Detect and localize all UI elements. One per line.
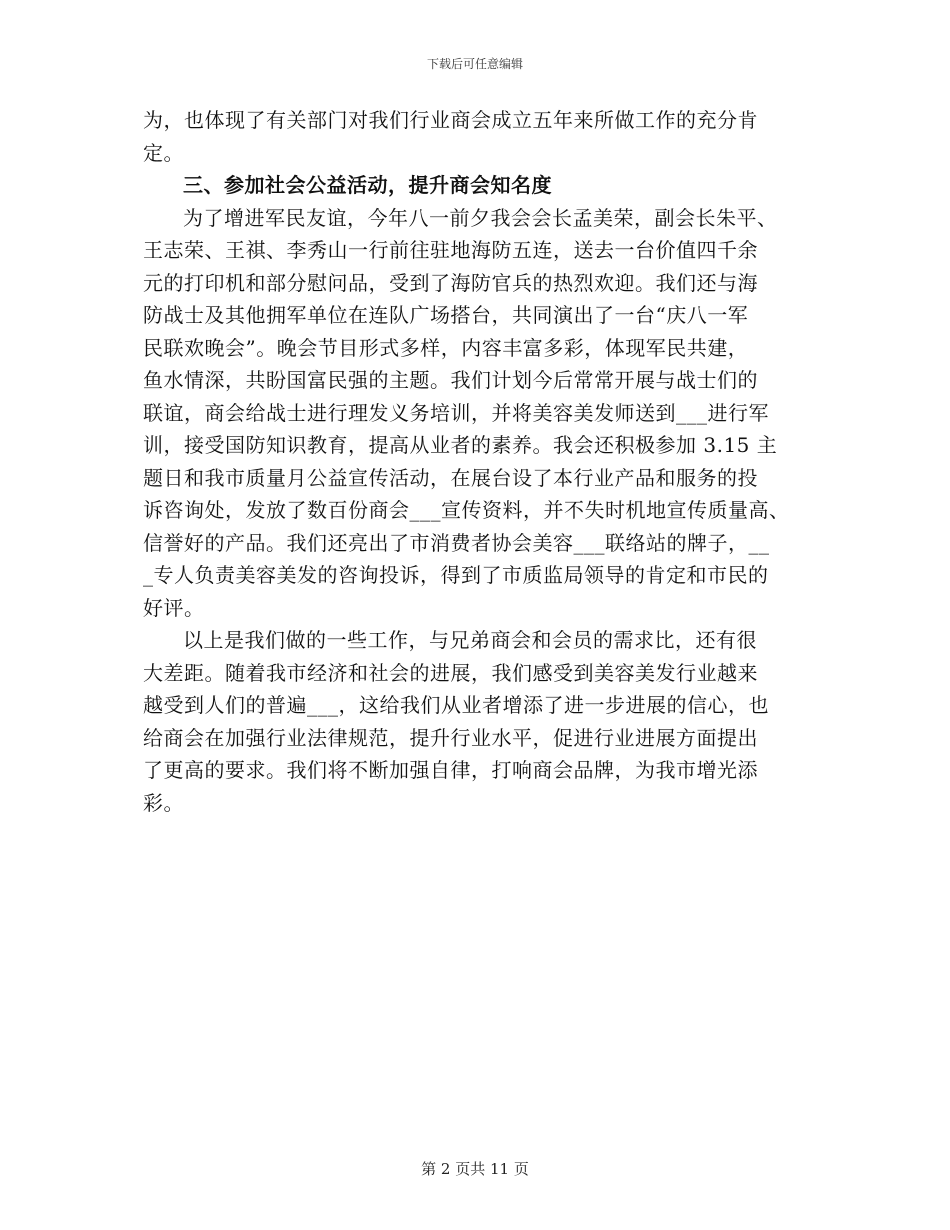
body-line: 元的打印机和部分慰问品，受到了海防官兵的热烈欢迎。我们还与海 (143, 270, 758, 295)
body-line: 王志荣、王祺、李秀山一行前往驻地海防五连，送去一台价值四千余 (143, 238, 758, 262)
body-line: 鱼水情深，共盼国富民强的主题。我们计划今后常常开展与战士们的 (143, 368, 758, 392)
body-line: 以上是我们做的一些工作，与兄弟商会和会员的需求比，还有很 (183, 628, 757, 652)
body-line: 给商会在加强行业法律规范，提升行业水平，促进行业进展方面提出 (143, 725, 758, 750)
body-line: 诉咨询处，发放了数百份商会___宣传资料，并不失时机地宣传质量高、 (143, 498, 790, 522)
body-line: 题日和我市质量月公益宣传活动，在展台设了本行业产品和服务的投 (143, 465, 758, 490)
body-line: 民联欢晚会”。晚会节目形式多样，内容丰富多彩，体现军民共建， (143, 335, 749, 360)
body-line: 为，也体现了有关部门对我们行业商会成立五年来所做工作的充分肯 (143, 108, 758, 132)
body-line: 为了增进军民友谊，今年八一前夕我会会长孟美荣，副会长朱平、 (183, 205, 778, 230)
page-number: 第 2 页共 11 页 (421, 1160, 529, 1178)
body-line: _专人负责美容美发的咨询投诉，得到了市质监局领导的肯定和市民的 (143, 563, 769, 587)
body-line: 定。 (143, 140, 184, 165)
body-line: 信誉好的产品。我们还亮出了市消费者协会美容___联络站的牌子，__ (143, 530, 770, 555)
section-heading: 三、参加社会公益活动，提升商会知名度 (183, 173, 552, 197)
body-line: 大差距。随着我市经济和社会的进展，我们感受到美容美发行业越来 (143, 660, 758, 685)
document-body (143, 104, 823, 819)
body-line: 防战士及其他拥军单位在连队广场搭台，共同演出了一台“庆八一军 (143, 303, 749, 327)
body-line: 训，接受国防知识教育，提高从业者的素养。我会还积极参加 3.15 主 (143, 433, 778, 457)
body-line: 彩。 (143, 790, 184, 815)
page-header-note: 下载后可任意编辑 (426, 57, 523, 71)
body-line: 了更高的要求。我们将不断加强自律，打响商会品牌，为我市增光添 (143, 758, 758, 782)
body-line: 好评。 (143, 595, 205, 620)
body-line: 越受到人们的普遍___，这给我们从业者增添了进一步进展的信心，也 (143, 693, 769, 717)
body-line: 联谊，商会给战士进行理发义务培训，并将美容美发师送到___进行军 (143, 400, 769, 425)
